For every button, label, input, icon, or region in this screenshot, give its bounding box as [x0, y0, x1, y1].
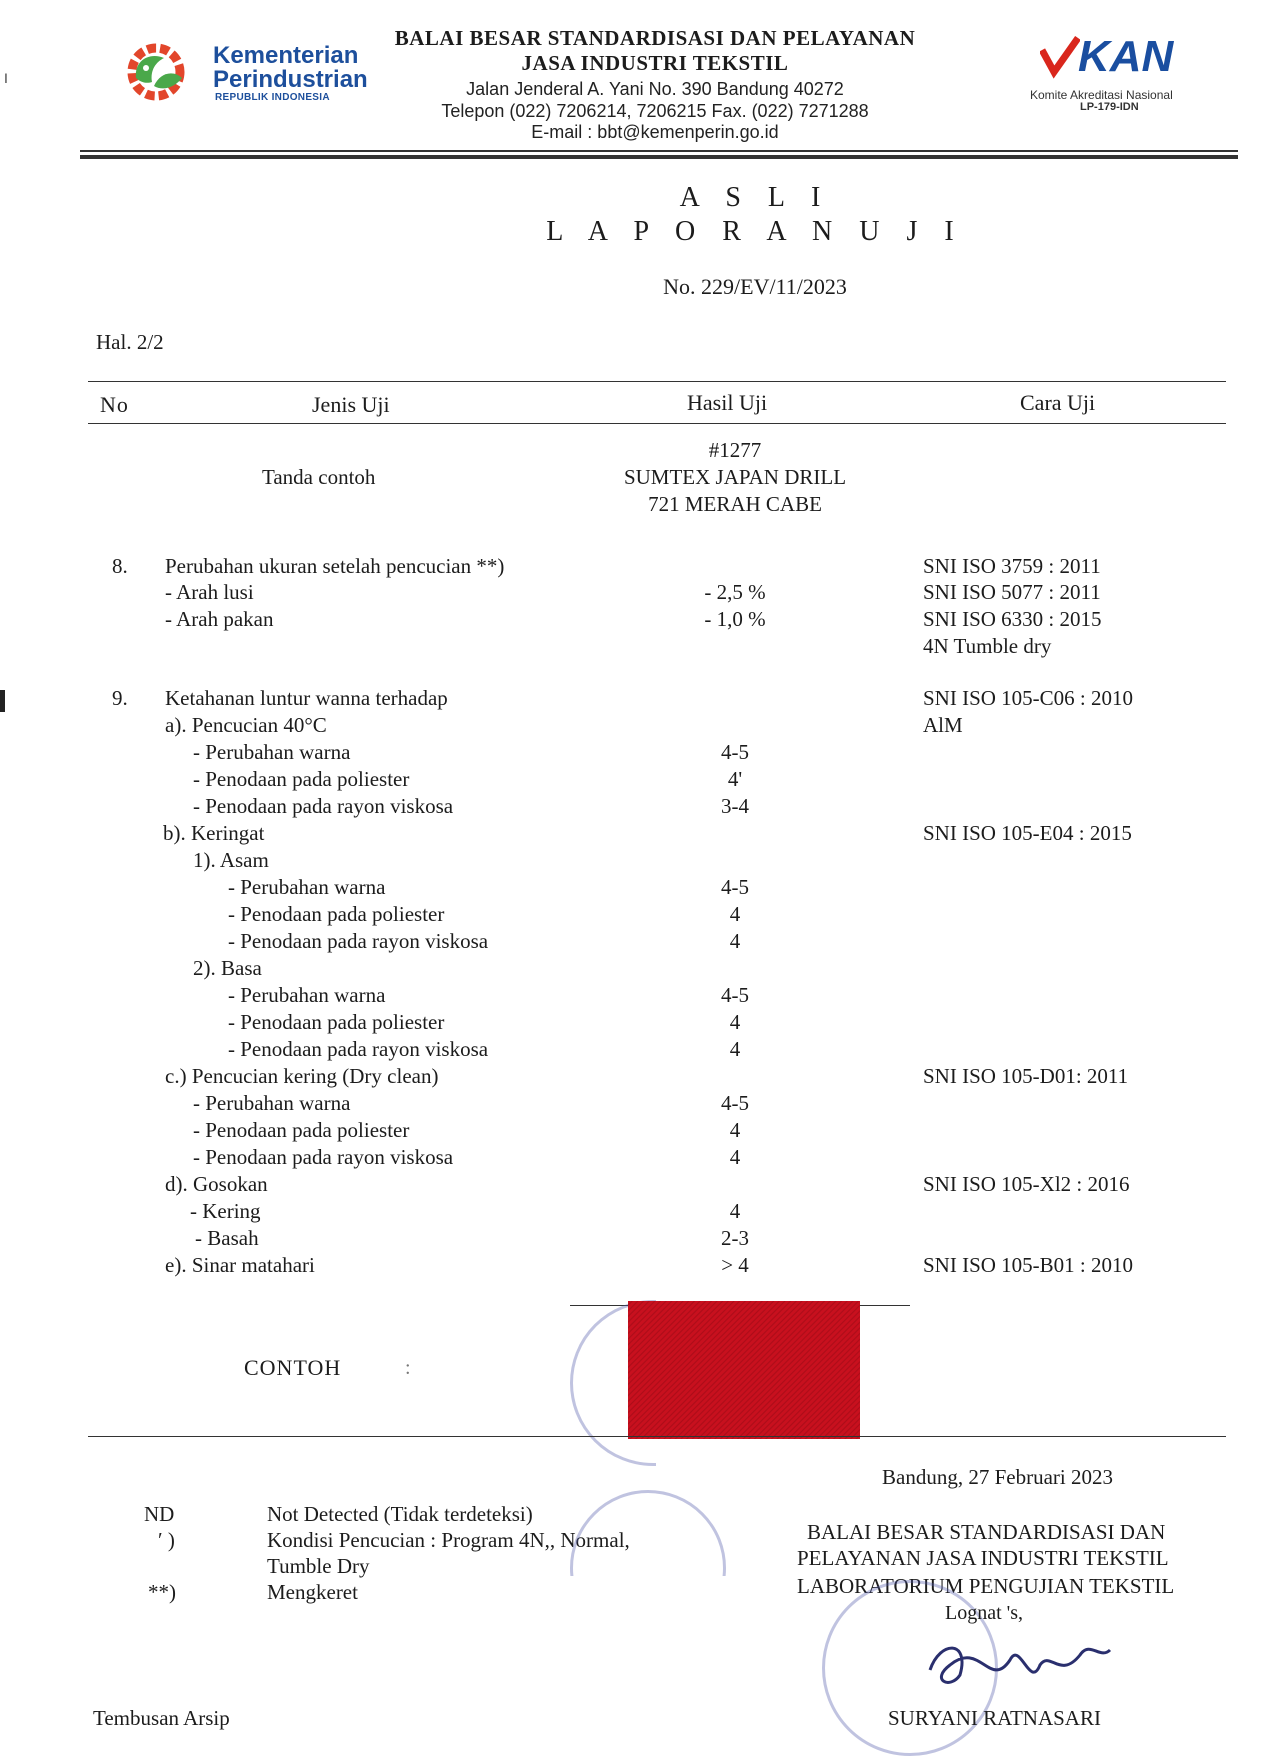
phone: Telepon (022) 7206214, 7206215 Fax. (022) 7271288	[441, 101, 869, 121]
margin-dark-mark	[0, 690, 5, 712]
item9-b1-r2-value: 4	[729, 902, 741, 926]
ministry-name-2: Perindustrian	[213, 66, 368, 93]
item9-b-method: SNI ISO 105-E04 : 2015	[923, 821, 1132, 845]
item9-b2-r3-value: 4	[729, 1037, 741, 1061]
faded-stamp-notes	[570, 1490, 726, 1646]
title-asli: A S L I	[679, 182, 831, 213]
item9-e-method: SNI ISO 105-B01 : 2010	[923, 1253, 1134, 1277]
item8-method-4: 4N Tumble dry	[923, 634, 1052, 658]
tembusan: Tembusan Arsip	[93, 1706, 230, 1730]
item9-c-method: SNI ISO 105-D01: 2011	[923, 1064, 1129, 1088]
item9-b1-r1-value: 4-5	[721, 875, 749, 899]
item9-d-r1-value: 4	[729, 1199, 741, 1223]
ministry-logo	[120, 38, 200, 108]
item9-b-label: b). Keringat	[163, 821, 265, 845]
item9-c-r3-label: - Penodaan pada rayon viskosa	[193, 1145, 454, 1169]
signature-scribble	[920, 1620, 1120, 1700]
item9-a-method-2: AlM	[923, 713, 963, 737]
item9-b2-label: 2). Basa	[193, 956, 262, 980]
note-nd-key: ND	[144, 1502, 175, 1526]
sample-label: Tanda contoh	[262, 465, 376, 489]
item9-d-r1-label: - Kering	[190, 1199, 261, 1223]
item8-lusi-label: - Arah lusi	[165, 580, 254, 604]
email: E-mail : bbt@kemenperin.go.id	[531, 122, 779, 142]
institution-line-1: BALAI BESAR STANDARDISASI DAN PELAYANAN	[394, 26, 916, 50]
note-star1-key: ′ )	[158, 1528, 175, 1552]
org-line-1: BALAI BESAR STANDARDISASI DAN	[807, 1520, 1166, 1544]
title-laporan-uji: L A P O R A N U J I	[546, 216, 964, 247]
item9-c-r3-value: 4	[729, 1145, 741, 1169]
item9-a-r1-value: 4-5	[721, 740, 749, 764]
item9-d-r2-label: - Basah	[195, 1226, 259, 1250]
item9-b2-r1-value: 4-5	[721, 983, 749, 1007]
col-no: No	[100, 392, 129, 417]
item9-d-method: SNI ISO 105-Xl2 : 2016	[923, 1172, 1130, 1196]
item9-a-r2-label: - Penodaan pada poliester	[193, 767, 410, 791]
col-jenis-uji: Jenis Uji	[312, 392, 390, 417]
item9-a-label: a). Pencucian 40°C	[165, 713, 327, 737]
kan-code: LP-179-IDN	[1080, 101, 1139, 113]
item8-method-2: SNI ISO 5077 : 2011	[923, 580, 1101, 604]
contoh-colon: :	[405, 1357, 411, 1379]
item9-d-r2-value: 2-3	[721, 1226, 749, 1250]
org-line-2: PELAYANAN JASA INDUSTRI TEKSTIL	[797, 1546, 1169, 1570]
item9-e-label: e). Sinar matahari	[165, 1253, 315, 1277]
item9-a-method: SNI ISO 105-C06 : 2010	[923, 686, 1134, 710]
note-star2-key: **)	[148, 1580, 176, 1604]
item9-b2-r1-label: - Perubahan warna	[228, 983, 386, 1007]
place-date: Bandung, 27 Februari 2023	[882, 1465, 1113, 1489]
kan-check-icon	[1040, 36, 1080, 82]
contoh-label: CONTOH	[244, 1355, 342, 1380]
item8-pakan-value: - 1,0 %	[704, 607, 766, 631]
kan-caption: Komite Akreditasi Nasional	[1030, 88, 1173, 102]
item9-b2-r2-label: - Penodaan pada poliester	[228, 1010, 445, 1034]
institution-line-2: JASA INDUSTRI TEKSTIL	[521, 51, 789, 75]
org-line-3: LABORATORIUM PENGUJIAN TEKSTIL	[797, 1574, 1175, 1598]
sample-color: 721 MERAH CABE	[648, 492, 822, 516]
gear-leaf-icon	[120, 38, 200, 108]
note-star1-text: Kondisi Pencucian : Program 4N,, Normal,	[267, 1528, 630, 1552]
note-nd-text: Not Detected (Tidak terdeteksi)	[267, 1502, 533, 1526]
page-number: Hal. 2/2	[96, 330, 164, 354]
item8-no: 8.	[112, 554, 128, 578]
item9-b1-r1-label: - Perubahan warna	[228, 875, 386, 899]
sample-name: SUMTEX JAPAN DRILL	[623, 465, 847, 489]
item9-no: 9.	[112, 686, 128, 710]
item9-b1-r2-label: - Penodaan pada poliester	[228, 902, 445, 926]
note-star1-text-2: Tumble Dry	[267, 1554, 370, 1578]
role: Lognat 's,	[945, 1602, 1024, 1624]
item8-method-3: SNI ISO 6330 : 2015	[923, 607, 1102, 631]
note-star2-text: Mengkeret	[267, 1580, 358, 1604]
item8-title: Perubahan ukuran setelah pencucian **)	[165, 554, 505, 578]
address: Jalan Jenderal A. Yani No. 390 Bandung 40272	[466, 79, 844, 99]
kan-logo-text: KAN	[1078, 32, 1174, 81]
ministry-name-1: Kementerian	[213, 42, 359, 69]
item9-e-value: > 4	[721, 1253, 749, 1277]
item9-b1-label: 1). Asam	[193, 848, 269, 872]
col-hasil-uji: Hasil Uji	[687, 390, 768, 415]
margin-mark: I	[4, 70, 8, 86]
fabric-swatch	[628, 1301, 860, 1439]
report-number: No. 229/EV/11/2023	[663, 274, 847, 299]
item9-c-r1-label: - Perubahan warna	[193, 1091, 351, 1115]
sample-code: #1277	[708, 438, 762, 462]
header-rule-top	[80, 150, 1238, 152]
table-header-rule-bottom	[88, 423, 1226, 424]
item8-method-1: SNI ISO 3759 : 2011	[923, 554, 1101, 578]
item9-a-r1-label: - Perubahan warna	[193, 740, 351, 764]
item9-c-r2-value: 4	[729, 1118, 741, 1142]
item9-c-label: c.) Pencucian kering (Dry clean)	[165, 1064, 439, 1088]
item9-a-r3-value: 3-4	[721, 794, 749, 818]
item8-lusi-value: - 2,5 %	[704, 580, 766, 604]
item9-c-r1-value: 4-5	[721, 1091, 749, 1115]
item9-b2-r3-label: - Penodaan pada rayon viskosa	[228, 1037, 489, 1061]
col-cara-uji: Cara Uji	[1020, 390, 1096, 415]
item9-b1-r3-value: 4	[729, 929, 741, 953]
item8-pakan-label: - Arah pakan	[165, 607, 274, 631]
item9-a-r2-value: 4'	[727, 767, 743, 791]
item9-b1-r3-label: - Penodaan pada rayon viskosa	[228, 929, 489, 953]
item9-c-r2-label: - Penodaan pada poliester	[193, 1118, 410, 1142]
item9-a-r3-label: - Penodaan pada rayon viskosa	[193, 794, 454, 818]
item9-b2-r2-value: 4	[729, 1010, 741, 1034]
item9-d-label: d). Gosokan	[165, 1172, 268, 1196]
signer-name: SURYANI RATNASARI	[888, 1706, 1101, 1730]
item9-title: Ketahanan luntur wanna terhadap	[165, 686, 448, 710]
kan-logo	[1040, 32, 1190, 86]
contoh-rule-bottom	[88, 1436, 1226, 1437]
header-rule-bottom	[80, 155, 1238, 159]
table-header-rule-top	[88, 381, 1226, 382]
ministry-sub: REPUBLIK INDONESIA	[215, 92, 330, 103]
